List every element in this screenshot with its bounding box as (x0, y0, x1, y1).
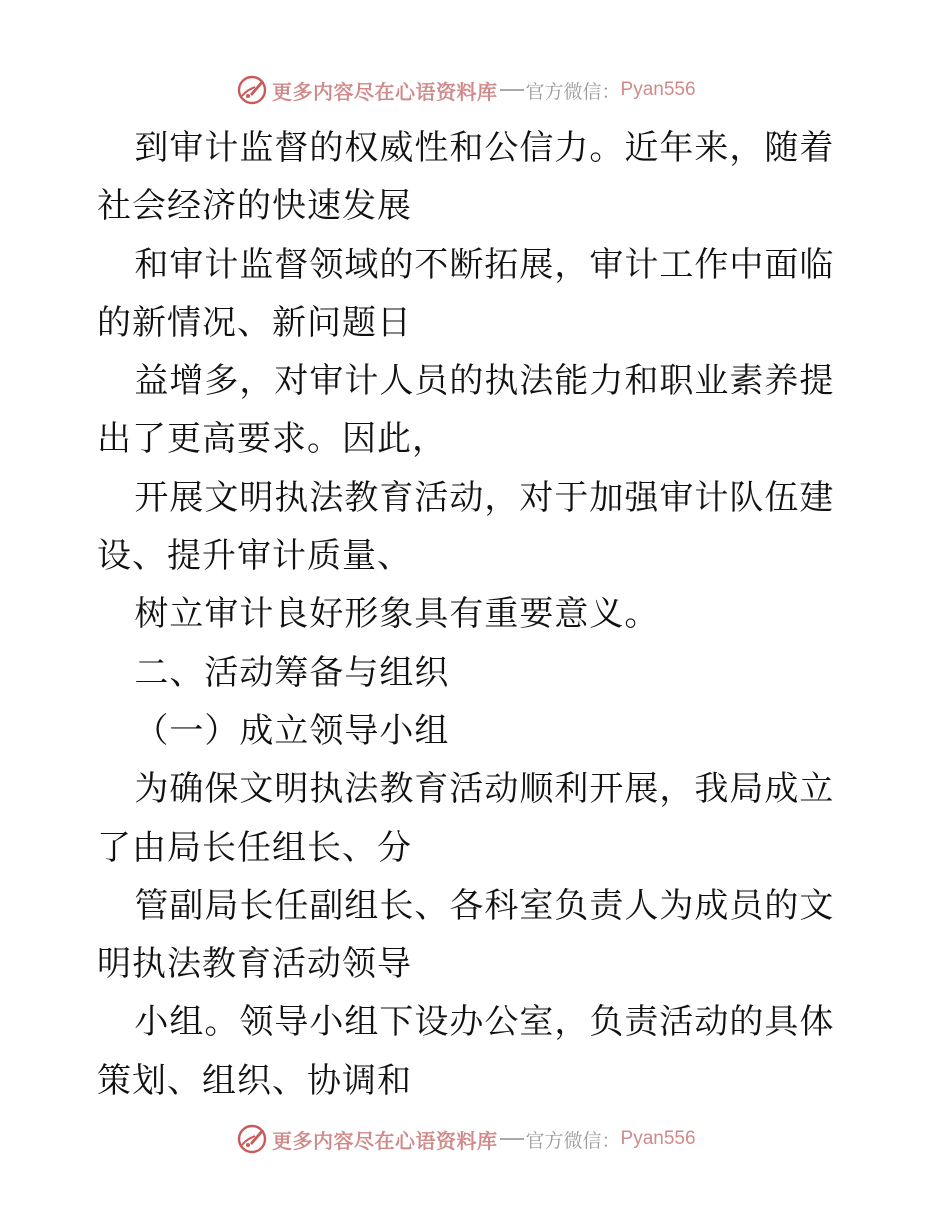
watermark-wechat-label: 官方微信： (525, 80, 621, 103)
watermark-wechat-id: Pyan556 (620, 1128, 696, 1149)
paragraph: 到审计监督的权威性和公信力。近年来，随着社会经济的快速发展 (97, 128, 835, 227)
watermark-dash (500, 1138, 524, 1140)
watermark-wechat-label: 官方微信： (525, 1129, 621, 1152)
paragraph: 为确保文明执法教育活动顺利开展，我局成立了由局长任组长、分 (97, 769, 835, 868)
paragraph: 益增多，对审计人员的执法能力和职业素养提出了更高要求。因此， (97, 361, 835, 460)
watermark-dash (500, 89, 524, 91)
watermark-wechat-id: Pyan556 (620, 79, 696, 100)
document-body (97, 119, 857, 1110)
footer-watermark (236, 1121, 696, 1157)
paragraph: 管副局长任副组长、各科室负责人为成员的文明执法教育活动领导 (97, 885, 835, 985)
paragraph: 树立审计良好形象具有重要意义。 (134, 594, 660, 635)
section-heading: 二、活动筹备与组织 (134, 652, 450, 693)
paragraph: 开展文明执法教育活动，对于加强审计队伍建设、提升审计质量、 (97, 477, 835, 577)
watermark-title: 更多内容尽在心语资料库 (272, 1128, 498, 1153)
paragraph: 和审计监督领域的不断拓展，审计工作中面临的新情况、新问题日 (97, 244, 835, 343)
header-watermark (236, 72, 696, 108)
red-pen-logo-icon (236, 1123, 268, 1155)
subsection-heading: （一）成立领导小组 (134, 710, 450, 751)
watermark-title: 更多内容尽在心语资料库 (272, 79, 498, 104)
red-pen-logo-icon (236, 74, 268, 106)
paragraph: 小组。领导小组下设办公室，负责活动的具体策划、组织、协调和 (97, 1002, 835, 1101)
